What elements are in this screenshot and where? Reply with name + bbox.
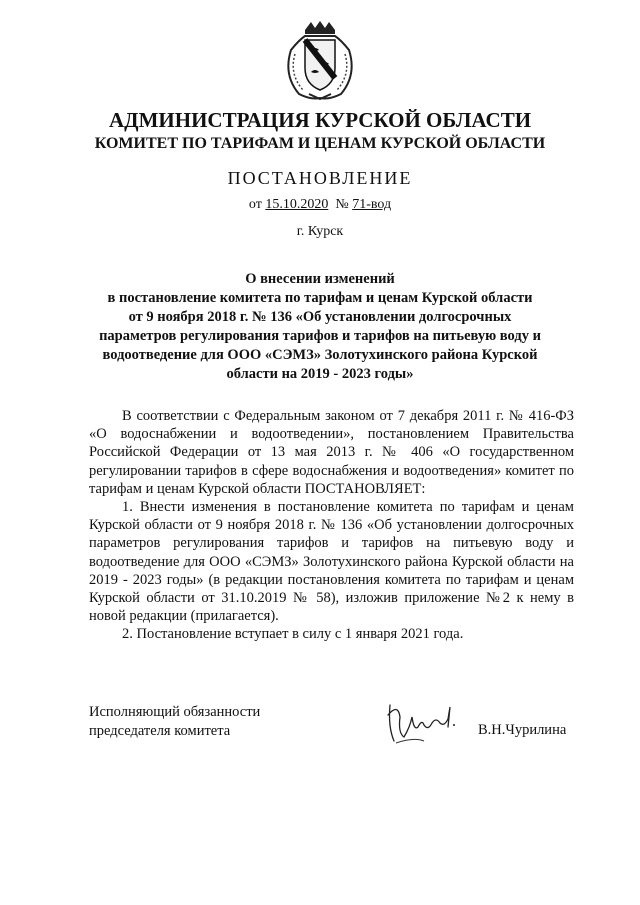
item-2-paragraph: 2. Постановление вступает в силу с 1 января 2021 года. [122, 626, 464, 643]
document-date: 15.10.2020 [265, 197, 329, 212]
organization-name: АДМИНИСТРАЦИЯ КУРСКОЙ ОБЛАСТИ [108, 108, 532, 132]
handwritten-signature-icon [384, 697, 464, 747]
date-prefix: от [248, 197, 262, 212]
title-line: от 9 ноября 2018 г. № 136 «Об установлении долгосрочных [128, 309, 512, 325]
signer-position [89, 703, 260, 741]
number-prefix: № [335, 197, 349, 212]
committee-name: КОМИТЕТ ПО ТАРИФАМ И ЦЕНАМ КУРСКОЙ ОБЛАСТИ [94, 135, 546, 152]
preamble-paragraph: В соответствии с Федеральным законом от 7 декабря 2011 г. № 416-ФЗ «О водоснабжении и водоотведении», постановлением Правительства Российской Федерации от 13 мая 2013 г. № 406 «О государственном регулировании тарифов в сфере водоснабжения и водоотведения» комитет по тарифам и ценам Курской области ПОСТАНОВЛЯЕТ: [89, 408, 574, 497]
document-type: ПОСТАНОВЛЕНИЕ [227, 168, 413, 188]
date-line [0, 197, 640, 213]
signer-position-line: Исполняющий обязанности [89, 704, 261, 720]
title-line: области на 2019 - 2023 годы» [226, 366, 414, 382]
title-line: параметров регулирования тарифов и тарифов на питьевую воду и [99, 328, 541, 344]
title-line: О внесении изменений [245, 271, 395, 287]
item-1-paragraph: 1. Внести изменения в постановление комитета по тарифам и ценам Курской области от 9 ноября 2018 г. № 136 «Об установлении долгосрочных параметров регулирования тарифов и тарифов на питьевую воду и водоотведение для ООО «СЭМЗ» Золотухинского района Курской области на 2019 - 2023 годы» (в редакции постановления комитета по тарифам и ценам Курской области от 31.10.2019 № 58), изложив приложение №2 к нему в новой редакции (прилагается). [89, 499, 574, 625]
signer-name: В.Н.Чурилина [478, 722, 567, 738]
signer-position-line: председателя комитета [89, 723, 231, 739]
coat-of-arms-icon [281, 20, 359, 100]
title-line: в постановление комитета по тарифам и ценам Курской области [107, 290, 533, 306]
document-body [89, 407, 574, 644]
title-line: водоотведение для ООО «СЭМЗ» Золотухинского района Курской [102, 347, 538, 363]
city: г. Курск [296, 224, 344, 239]
document-number: 71-вод [352, 197, 392, 212]
document-title [95, 270, 545, 384]
